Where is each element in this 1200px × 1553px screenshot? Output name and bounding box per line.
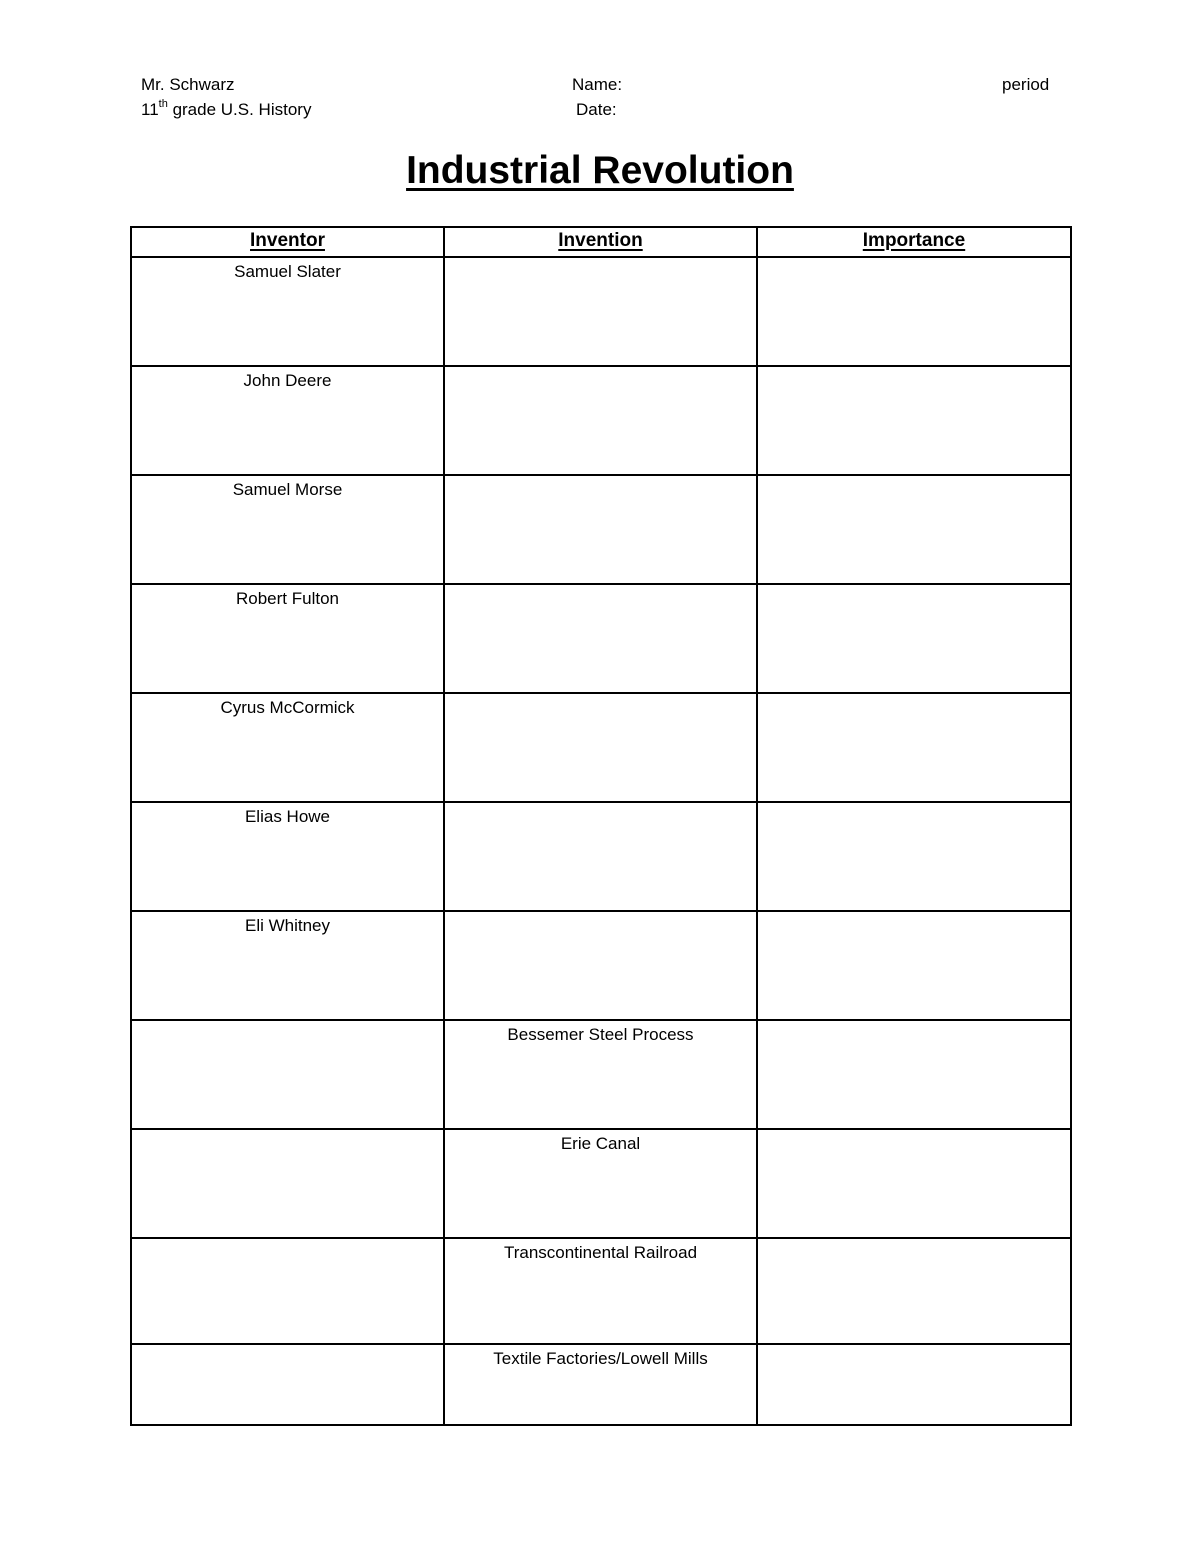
invention-cell[interactable]: Bessemer Steel Process xyxy=(444,1020,757,1129)
invention-cell[interactable] xyxy=(444,911,757,1020)
importance-cell[interactable] xyxy=(757,1238,1071,1344)
page-title-container xyxy=(0,148,1200,194)
invention-cell[interactable] xyxy=(444,584,757,693)
importance-cell[interactable] xyxy=(757,1129,1071,1238)
inventor-cell[interactable] xyxy=(131,1020,444,1129)
inventor-cell[interactable] xyxy=(131,1238,444,1344)
importance-cell[interactable] xyxy=(757,475,1071,584)
inventor-cell[interactable]: Robert Fulton xyxy=(131,584,444,693)
importance-cell[interactable] xyxy=(757,911,1071,1020)
invention-cell[interactable]: Textile Factories/Lowell Mills xyxy=(444,1344,757,1425)
invention-cell[interactable] xyxy=(444,802,757,911)
table-header-row xyxy=(131,227,1071,257)
inventor-cell[interactable]: Elias Howe xyxy=(131,802,444,911)
inventor-cell[interactable]: Eli Whitney xyxy=(131,911,444,1020)
teacher-name: Mr. Schwarz xyxy=(141,75,235,94)
course-number: 11 xyxy=(141,100,159,119)
table-row xyxy=(131,1020,1071,1129)
inventor-cell[interactable] xyxy=(131,1344,444,1425)
invention-cell[interactable]: Transcontinental Railroad xyxy=(444,1238,757,1344)
invention-cell[interactable] xyxy=(444,366,757,475)
course-suffix: th xyxy=(158,98,168,111)
importance-cell[interactable] xyxy=(757,1344,1071,1425)
invention-cell[interactable] xyxy=(444,475,757,584)
table-row xyxy=(131,693,1071,802)
inventor-cell[interactable]: Cyrus McCormick xyxy=(131,693,444,802)
inventor-cell[interactable] xyxy=(131,1129,444,1238)
course-label xyxy=(141,100,311,120)
table-row xyxy=(131,1238,1071,1344)
invention-cell[interactable] xyxy=(444,693,757,802)
inventor-cell[interactable]: Samuel Morse xyxy=(131,475,444,584)
importance-cell[interactable] xyxy=(757,584,1071,693)
table-row xyxy=(131,1344,1071,1425)
importance-cell[interactable] xyxy=(757,1020,1071,1129)
inventor-cell[interactable]: John Deere xyxy=(131,366,444,475)
table-row xyxy=(131,802,1071,911)
course-rest: grade U.S. History xyxy=(167,100,312,119)
inventor-cell[interactable]: Samuel Slater xyxy=(131,257,444,366)
page-title: Industrial Revolution xyxy=(406,149,794,192)
table-row xyxy=(131,584,1071,693)
table-row xyxy=(131,475,1071,584)
worksheet-table xyxy=(130,226,1072,1426)
importance-cell[interactable] xyxy=(757,693,1071,802)
column-header-inventor: Inventor xyxy=(131,227,444,257)
invention-cell[interactable]: Erie Canal xyxy=(444,1129,757,1238)
period-label: period xyxy=(1002,75,1050,94)
name-label: Name: xyxy=(572,75,623,94)
table-row xyxy=(131,1129,1071,1238)
importance-cell[interactable] xyxy=(757,366,1071,475)
column-header-invention: Invention xyxy=(444,227,757,257)
date-label: Date: xyxy=(576,100,617,119)
invention-cell[interactable] xyxy=(444,257,757,366)
importance-cell[interactable] xyxy=(757,257,1071,366)
table-row xyxy=(131,366,1071,475)
table-row xyxy=(131,911,1071,1020)
table-row xyxy=(131,257,1071,366)
column-header-importance: Importance xyxy=(757,227,1071,257)
importance-cell[interactable] xyxy=(757,802,1071,911)
